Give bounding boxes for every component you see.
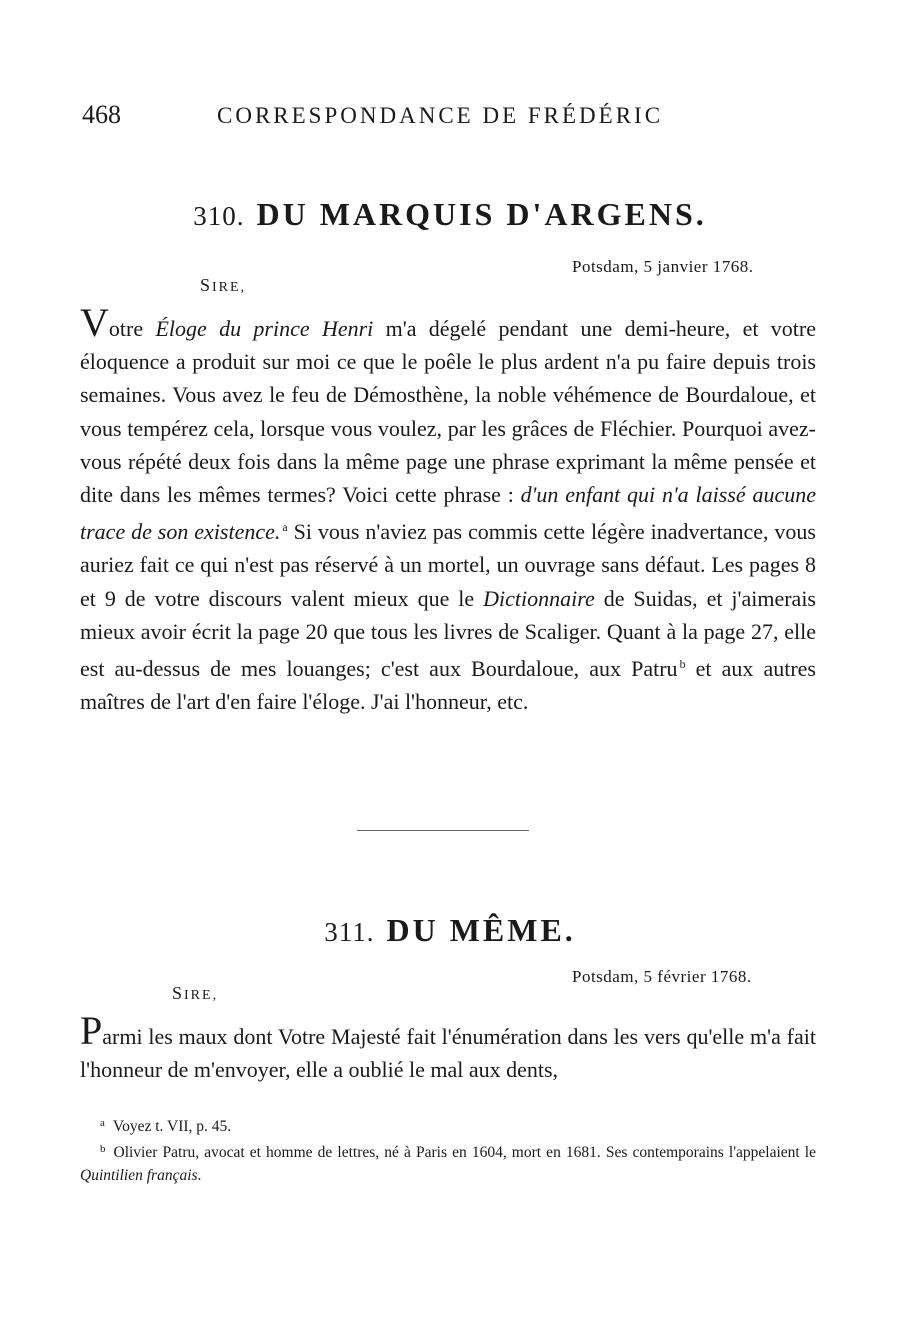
footnote-a: [80, 1112, 816, 1138]
letter-number: 311.: [324, 917, 375, 947]
italic-quote: d'un enfant qui n'a laissé aucune trace de son existence.: [80, 482, 816, 545]
text-run: de Suidas, et j'aimerais mieux avoir écrit la page 20 que tous les livres de Scaliger. Quant à la page 27, elle est au-dessus de mes louanges; c'est aux Bourdaloue, aux Patru: [80, 585, 816, 682]
section-divider: [357, 830, 529, 831]
footnotes: [80, 1112, 816, 1187]
drop-cap: V: [80, 300, 109, 345]
italic-title: Quintilien français: [80, 1167, 198, 1184]
footnote-mark: a: [100, 1117, 105, 1129]
text-run: et aux autres maîtres de l'art d'en faire l'éloge. J'ai l'honneur, etc.: [80, 656, 816, 715]
footnote-text: Olivier Patru, avocat et homme de lettres, né à Paris en 1604, mort en 1681. Ses contemporains l'appelaient le: [113, 1144, 816, 1161]
letter-body: [80, 300, 817, 718]
running-title: CORRESPONDANCE DE FRÉDÉRIC: [217, 103, 664, 128]
text-run: Si vous n'aviez pas commis cette légère inadvertance, vous auriez fait ce qui n'est pas réservé à un mortel, un ouvrage sans défaut. Les pages 8 et 9 de votre discours valent mieux que le: [80, 519, 816, 611]
italic-title: Dictionnaire: [483, 585, 595, 611]
text-run: armi les maux dont Votre Majesté fait l'énumération dans les vers qu'elle m'a fait l'honneur de m'envoyer, elle a oublié le mal aux dents,: [80, 1024, 816, 1083]
footnote-ref-a[interactable]: a: [282, 520, 288, 535]
salutation-initial: S: [172, 983, 185, 1003]
page-number: 468: [82, 100, 121, 129]
salutation: [200, 275, 246, 296]
letter-number: 310.: [193, 201, 245, 231]
text-run: otre: [108, 316, 156, 341]
salutation-rest: IRE,: [212, 280, 247, 295]
footnote-text: .: [197, 1167, 202, 1184]
letter-heading-310: [0, 196, 900, 233]
letter-body: [80, 1008, 816, 1086]
text-run: m'a dégelé pendant une demi-heure, et votre éloquence a produit sur moi ce que le poêle le plus ardent n'a pu faire depuis trois semaines. Vous avez le feu de Démosthène, la noble véhémence de Bourdaloue, et vous tempérez cela, lorsque vous voulez, par les grâces de Fléchier. Pourquoi avez-vous répété deux fois dans la même page une phrase exprimant la même pensée et dite dans les mêmes termes? Voici cette phrase :: [80, 316, 817, 508]
italic-title: Éloge du prince Henri: [155, 316, 374, 341]
salutation-initial: S: [200, 275, 213, 295]
letter-heading-311: [0, 912, 900, 949]
footnote-b: [80, 1138, 816, 1187]
letter-title: DU MÊME.: [386, 912, 576, 948]
dateline: Potsdam, 5 février 1768.: [572, 967, 752, 986]
footnote-mark: b: [100, 1143, 106, 1155]
salutation: [172, 983, 218, 1004]
salutation-rest: IRE,: [184, 988, 219, 1003]
footnote-text: Voyez t. VII, p. 45.: [112, 1118, 232, 1135]
footnote-ref-b[interactable]: b: [679, 657, 686, 672]
drop-cap: P: [80, 1008, 103, 1053]
dateline: Potsdam, 5 janvier 1768.: [572, 257, 754, 276]
letter-title: DU MARQUIS D'ARGENS.: [256, 196, 707, 232]
